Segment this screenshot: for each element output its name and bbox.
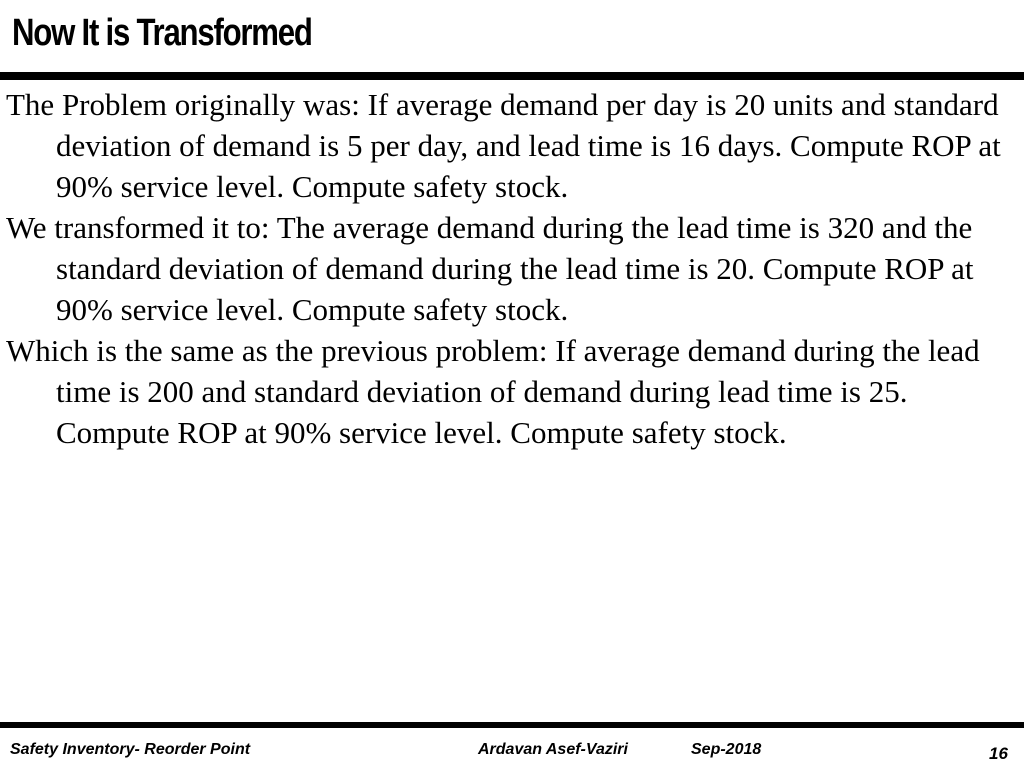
title-divider	[0, 72, 1024, 80]
slide-title: Now It is Transformed	[12, 12, 312, 54]
slide-body	[6, 84, 1018, 453]
page-number: 16	[989, 744, 1008, 763]
footer-topic: Safety Inventory- Reorder Point	[10, 741, 251, 758]
footer-date: Sep-2018	[691, 741, 762, 758]
footer-author: Ardavan Asef-Vaziri	[478, 741, 628, 758]
footer-divider	[0, 722, 1024, 728]
paragraph-equivalent-problem: Which is the same as the previous problem: If average demand during the lead time is 200 and standard deviation of demand during lead time is 25. Compute ROP at 90% service level. Compute safety stock.	[6, 333, 980, 450]
paragraph-transformed-problem: We transformed it to: The average demand during the lead time is 320 and the standard deviation of demand during the lead time is 20. Compute ROP at 90% service level. Compute safety stock.	[6, 210, 974, 327]
paragraph-original-problem: The Problem originally was: If average demand per day is 20 units and standard deviation of demand is 5 per day, and lead time is 16 days. Compute ROP at 90% service level. Compute safety stock.	[6, 87, 1001, 204]
